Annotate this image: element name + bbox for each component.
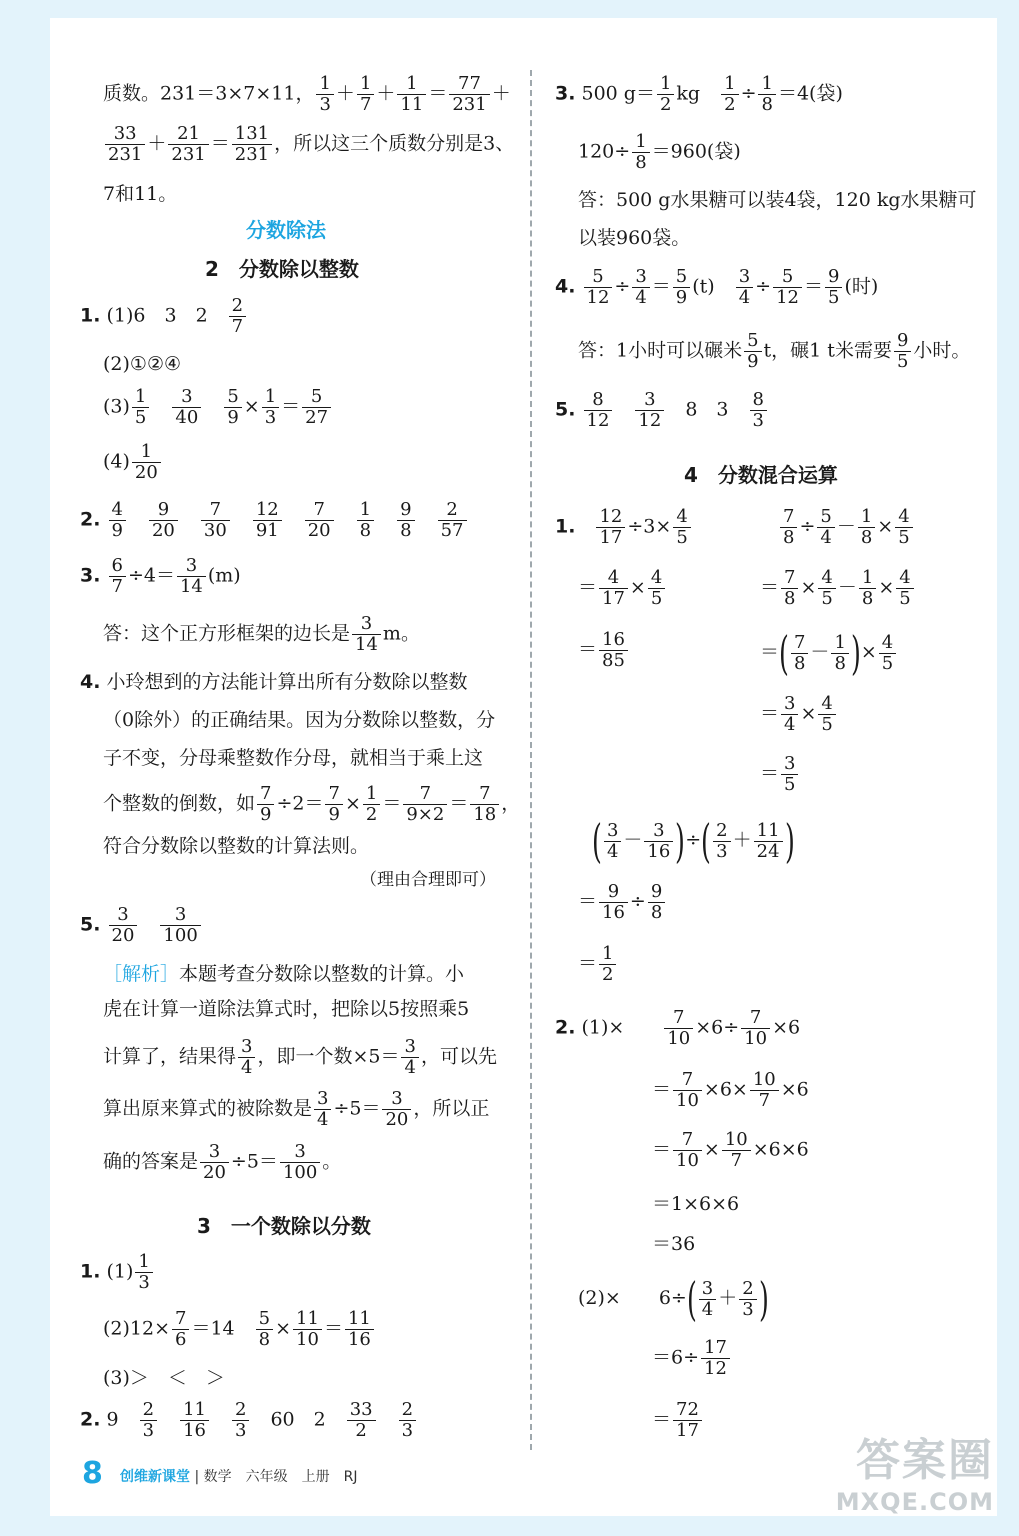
s4-q1b-4: ＝ $\frac{3}{4}$ × $\frac{4}{5}$ <box>760 694 838 735</box>
footer-label: 创维新课堂 | 数学 六年级 上册 RJ <box>120 1469 358 1485</box>
page-frame-top <box>0 0 1019 18</box>
s3-q1-1: 1. (1) $\frac{1}{3}$ <box>80 1252 155 1293</box>
page-frame-left <box>0 0 50 1536</box>
s4-q1c-3: ＝ $\frac{1}{2}$ <box>578 944 618 985</box>
s4-q2-2-2: ＝6÷ $\frac{17}{12}$ <box>652 1338 732 1379</box>
analysis-5: 确的答案是 $\frac{3}{20}$ ÷5＝ $\frac{3}{100}$ 。 <box>103 1141 342 1183</box>
prime-line-3: 7和11。 <box>103 183 178 205</box>
prime-line-1: 质数。231＝3×7×11， $\frac{1}{3}$ ＋ $\frac{1}{7}$ ＋ $\frac{1}{11}$ ＝ $\frac{77}{231}$ ＋ <box>103 73 511 115</box>
s4-q1a-2: ＝ $\frac{4}{17}$ × $\frac{4}{5}$ <box>578 568 667 609</box>
s3-q4: 4. $\frac{5}{12}$ ÷ $\frac{3}{4}$ ＝ $\frac{5}{9}$ (t) $\frac{3}{4}$ ÷ $\frac{5}{12}$ ＝ $\frac{9}{5}$ (时) <box>555 266 879 308</box>
s3-q4-answer: 答：1小时可以碾米 $\frac{5}{9}$ t，碾1 t米需要 $\frac{9}{5}$ 小时。 <box>578 330 971 372</box>
s4-q2-1-2: ＝ $\frac{7}{10}$ ×6× $\frac{10}{7}$ ×6 <box>652 1069 809 1111</box>
s3-q3-line2: 120÷ $\frac{1}{8}$ ＝960(袋) <box>578 131 741 173</box>
s2-q4-1: 4. 小玲想到的方法能计算出所有分数除以整数 <box>80 671 468 693</box>
s2-q1-2: (2)①②④ <box>103 353 182 375</box>
analysis-4: 算出原来算式的被除数是 $\frac{3}{4}$ ÷5＝ $\frac{3}{20}$ ，所以正 <box>103 1088 490 1130</box>
column-divider <box>530 70 532 1450</box>
prime-line-2: $\frac{33}{231}$ ＋ $\frac{21}{231}$ ＝ $\frac{131}{231}$ ，所以这三个质数分别是3、 <box>103 124 514 165</box>
page-frame-right <box>997 0 1019 1536</box>
s2-q1-4: (4) $\frac{1}{20}$ <box>103 442 163 483</box>
s4-q1c-2: ＝ $\frac{9}{16}$ ÷ $\frac{9}{8}$ <box>578 882 667 923</box>
section-3-title: 3 一个数除以分数 <box>197 1214 371 1238</box>
s2-q5: 5. $\frac{3}{20}$ $\frac{3}{100}$ <box>80 905 203 946</box>
s3-q5: 5. $\frac{8}{12}$ $\frac{3}{12}$ 8 3 $\frac{8}{3}$ <box>555 390 769 431</box>
s2-q3-answer: 答：这个正方形框架的边长是 $\frac{3}{14}$ m。 <box>103 613 420 655</box>
s3-q2: 2. 9 $\frac{2}{3}$ $\frac{11}{16}$ $\frac{2}{3}$ 60 2 $\frac{33}{2}$ $\frac{2}{3}$ <box>80 1400 418 1441</box>
s4-q2-1-1: 2. (1)× $\frac{7}{10}$ ×6÷ $\frac{7}{10}$ ×6 <box>555 1007 801 1049</box>
s4-q1a-3: ＝ $\frac{16}{85}$ <box>578 630 630 671</box>
s4-q1a-1: 1. $\frac{12}{17}$ ÷3× $\frac{4}{5}$ <box>555 507 693 548</box>
s2-q1-1: 1. (1)6 3 2 $\frac{2}{7}$ <box>80 296 248 337</box>
s2-q3: 3. $\frac{6}{7}$ ÷4＝ $\frac{3}{14}$ (m) <box>80 555 241 597</box>
s3-q3-answer-2: 以装960袋。 <box>578 227 691 249</box>
s3-q3-answer-1: 答：500 g水果糖可以装4袋，120 kg水果糖可 <box>578 189 977 211</box>
analysis-2: 虎在计算一道除法算式时，把除以5按照乘5 <box>103 998 470 1020</box>
s4-q2-1-5: ＝36 <box>652 1233 696 1255</box>
s4-q1b-2: ＝ $\frac{7}{8}$ × $\frac{4}{5}$ － $\frac{1}{8}$ × $\frac{4}{5}$ <box>760 568 916 609</box>
s4-q1c-1: ( $\frac{3}{4}$ － $\frac{3}{16}$ )÷( $\frac{2}{3}$ ＋ $\frac{11}{24}$ ) <box>592 814 795 868</box>
s3-q1-3: (3)＞ ＜ ＞ <box>103 1367 225 1389</box>
s2-q4-4: 个整数的倒数，如 $\frac{7}{9}$ ÷2＝ $\frac{7}{9}$ × $\frac{1}{2}$ ＝ $\frac{7}{9\times 2}$ ＝ $\frac{7}{18}$ ， <box>103 783 521 825</box>
s2-q2: 2. $\frac{4}{9}$ $\frac{9}{20}$ $\frac{7}{30}$ $\frac{12}{91}$ $\frac{7}{20}$ $\frac{1}{8}$ $\frac{9}{8}$ $\frac{2}{57}$ <box>80 500 469 541</box>
analysis-1: ［解析］本题考查分数除以整数的计算。小 <box>103 963 465 985</box>
s4-q1b-5: ＝ $\frac{3}{5}$ <box>760 754 800 795</box>
s2-q4-5: 符合分数除以整数的计算法则。 <box>103 835 370 857</box>
watermark-logo: 答案圈 MXQE.COM <box>835 1435 994 1516</box>
chapter-title: 分数除法 <box>246 218 326 242</box>
s4-q2-2-3: ＝ $\frac{72}{17}$ <box>652 1400 704 1441</box>
s4-q1b-3: ＝( $\frac{7}{8}$ － $\frac{1}{8}$ )× $\frac{4}{5}$ <box>760 630 898 676</box>
s2-q4-note: （理由合理即可） <box>360 870 496 890</box>
s4-q2-2-1: (2)× 6÷( $\frac{3}{4}$ ＋ $\frac{2}{3}$ ) <box>578 1272 769 1326</box>
s2-q1-3: (3) $\frac{1}{5}$ $\frac{3}{40}$ $\frac{5}{9}$ × $\frac{1}{3}$ ＝ $\frac{5}{27}$ <box>103 387 333 428</box>
analysis-3: 计算了，结果得 $\frac{3}{4}$ ，即一个数×5＝ $\frac{3}{4}$ ，可以先 <box>103 1036 497 1078</box>
s2-q4-3: 子不变，分母乘整数作分母，就相当于乘上这 <box>103 747 484 769</box>
s4-q2-1-4: ＝1×6×6 <box>652 1193 740 1215</box>
s3-q3: 3. 500 g＝ $\frac{1}{2}$ kg $\frac{1}{2}$ ÷ $\frac{1}{8}$ ＝4(袋) <box>555 73 843 115</box>
page-frame-bottom <box>0 1516 1019 1536</box>
section-4-title: 4 分数混合运算 <box>684 463 838 487</box>
s4-q2-1-3: ＝ $\frac{7}{10}$ × $\frac{10}{7}$ ×6×6 <box>652 1129 809 1171</box>
page-number: 8 <box>82 1456 103 1491</box>
s2-q4-2: （0除外）的正确结果。因为分数除以整数，分 <box>103 709 496 731</box>
s3-q1-2: (2)12× $\frac{7}{6}$ ＝14 $\frac{5}{8}$ × $\frac{11}{10}$ ＝ $\frac{11}{16}$ <box>103 1309 376 1350</box>
section-2-title: 2 分数除以整数 <box>205 257 359 281</box>
s4-q1b-1: $\frac{7}{8}$ ÷ $\frac{5}{4}$ － $\frac{1}{8}$ × $\frac{4}{5}$ <box>778 507 915 548</box>
